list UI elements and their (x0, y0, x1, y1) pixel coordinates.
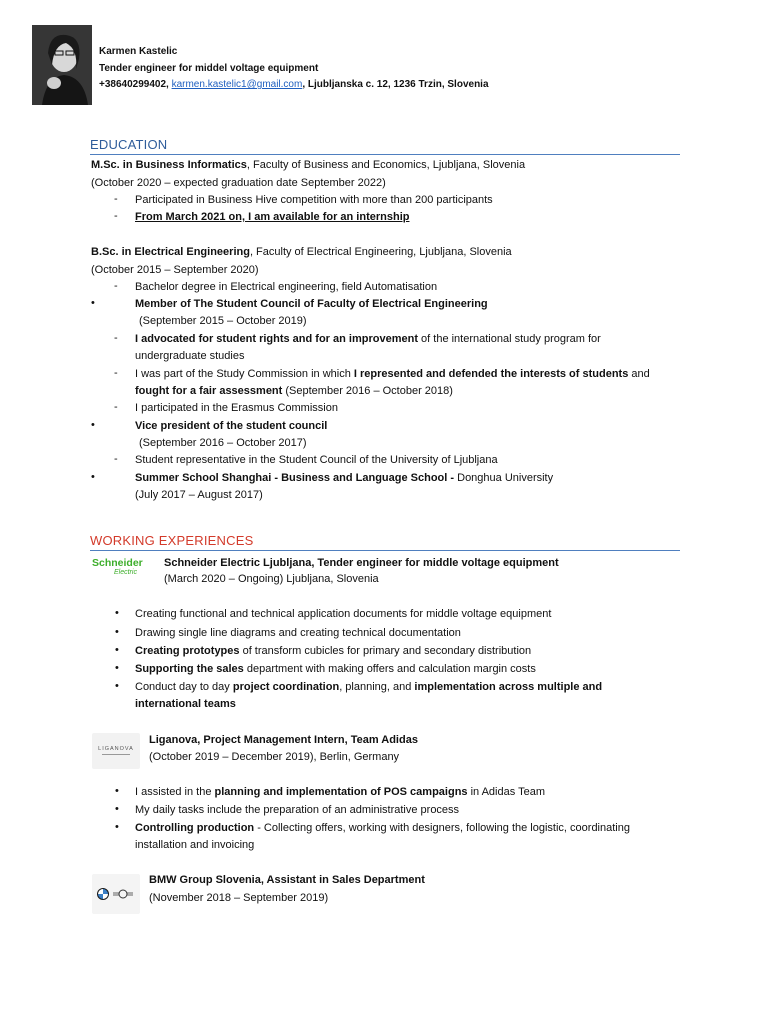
bsc-item-1: Bachelor degree in Electrical engineering, field Automatisation (135, 281, 438, 293)
liganova-job-title: Liganova, Project Management Intern, Team Adidas (149, 734, 418, 746)
dash-marker: - (114, 401, 118, 413)
schneider-task-5-line-2: international teams (135, 698, 236, 710)
summer-school-item: Summer School Shanghai - Business and Language School - Donghua University (135, 472, 554, 484)
address: , Ljubljanska c. 12, 1236 Trzin, Slovenia (302, 79, 489, 90)
msc-degree-line: M.Sc. in Business Informatics, Faculty of Business and Economics, Ljubljana, Slovenia (91, 159, 526, 171)
msc-item-1: Participated in Business Hive competition with more than 200 participants (135, 194, 493, 206)
liganova-task-1: I assisted in the planning and implementation of POS campaigns in Adidas Team (135, 786, 545, 798)
liganova-task-3: Controlling production - Collecting offers, working with designers, following the logistic, coordinating (135, 822, 630, 834)
email-link[interactable]: karmen.kastelic1@gmail.com (171, 79, 303, 90)
bullet-marker: • (115, 803, 119, 815)
dash-marker: - (114, 210, 118, 222)
schneider-task-5: Conduct day to day project coordination, planning, and implementation across multiple and (135, 681, 603, 693)
dash-marker: - (114, 367, 118, 379)
education-divider (90, 154, 680, 155)
bullet-marker: • (115, 785, 119, 797)
profile-photo (32, 25, 92, 105)
person-portrait-icon (32, 25, 92, 105)
schneider-logo: Schneider Electric (92, 557, 143, 576)
bsc-degree-line: B.Sc. in Electrical Engineering, Faculty of Electrical Engineering, Ljubljana, Slovenia (91, 246, 512, 258)
dash-marker: - (114, 193, 118, 205)
work-divider (90, 550, 680, 551)
bmw-job-title: BMW Group Slovenia, Assistant in Sales Department (149, 874, 425, 886)
student-council-dates: (September 2015 – October 2019) (139, 315, 307, 327)
schneider-job-title: Schneider Electric Ljubljana, Tender engineer for middle voltage equipment (164, 557, 559, 569)
msc-item-2: From March 2021 on, I am available for an internship (135, 211, 410, 223)
summer-school-dates: (July 2017 – August 2017) (135, 489, 263, 501)
bullet-marker: • (91, 471, 95, 483)
advocated-line-2: undergraduate studies (135, 350, 245, 362)
candidate-name: Karmen Kastelic (99, 46, 178, 57)
liganova-task-3-line-2: installation and invoicing (135, 839, 255, 851)
dash-marker: - (114, 332, 118, 344)
advocated-line: I advocated for student rights and for an improvement of the international study program for (135, 333, 601, 345)
education-heading: EDUCATION (90, 137, 168, 152)
student-rep-item: Student representative in the Student Council of the University of Ljubljana (135, 454, 498, 466)
contact-line (99, 79, 489, 90)
phone-number: +38640299402, (99, 79, 169, 90)
erasmus-item: I participated in the Erasmus Commission (135, 402, 338, 414)
bmw-job-dates: (November 2018 – September 2019) (149, 892, 329, 904)
bullet-marker: • (115, 821, 119, 833)
vice-president-item: Vice president of the student council (135, 420, 328, 432)
liganova-logo: LIGANOVA (92, 733, 140, 769)
bullet-marker: • (115, 662, 119, 674)
schneider-task-3: Creating prototypes of transform cubicles for primary and secondary distribution (135, 645, 532, 657)
bullet-marker: • (115, 607, 119, 619)
liganova-task-2: My daily tasks include the preparation of an administrative process (135, 804, 460, 816)
candidate-title: Tender engineer for middel voltage equipment (99, 63, 319, 74)
schneider-job-dates: (March 2020 – Ongoing) Ljubljana, Slovenia (164, 573, 379, 585)
dash-marker: - (114, 280, 118, 292)
study-commission-line-2: fought for a fair assessment (September 2016 – October 2018) (135, 385, 453, 397)
study-commission-line: I was part of the Study Commission in which I represented and defended the interests of students and (135, 368, 650, 380)
dash-marker: - (114, 453, 118, 465)
bmw-mini-logo (92, 874, 140, 914)
bullet-marker: • (91, 419, 95, 431)
bullet-marker: • (115, 644, 119, 656)
student-council-member: Member of The Student Council of Faculty of Electrical Engineering (135, 298, 488, 310)
bullet-marker: • (115, 626, 119, 638)
vice-president-dates: (September 2016 – October 2017) (139, 437, 307, 449)
bullet-marker: • (115, 680, 119, 692)
schneider-task-1: Creating functional and technical application documents for middle voltage equipment (135, 608, 552, 620)
msc-dates: (October 2020 – expected graduation date September 2022) (91, 177, 386, 189)
liganova-job-dates: (October 2019 – December 2019), Berlin, Germany (149, 751, 400, 763)
bsc-dates: (October 2015 – September 2020) (91, 264, 259, 276)
work-heading: WORKING EXPERIENCES (90, 533, 254, 548)
schneider-task-2: Drawing single line diagrams and creating technical documentation (135, 627, 461, 639)
bullet-marker: • (91, 297, 95, 309)
bmw-mini-icon (92, 874, 140, 914)
schneider-task-4: Supporting the sales department with making offers and calculation margin costs (135, 663, 536, 675)
